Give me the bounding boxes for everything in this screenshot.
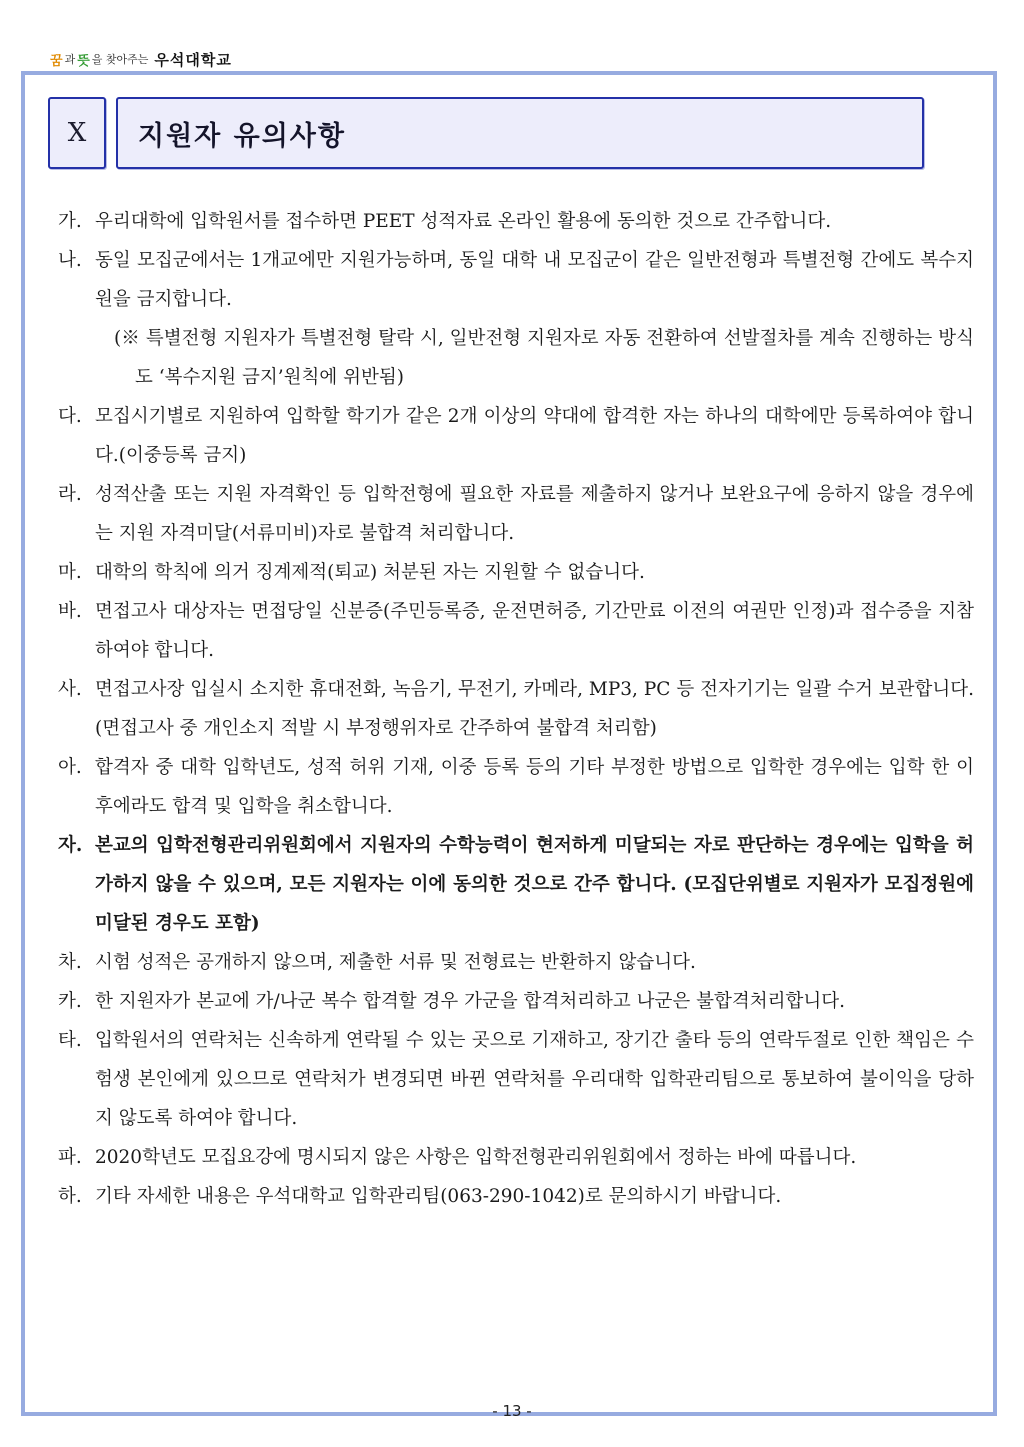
header-char-will: 뜻 <box>77 53 90 69</box>
header-char-dream: 꿈 <box>50 53 63 69</box>
item-marker: 하. <box>58 1186 82 1207</box>
header-text-1: 과 <box>64 53 76 66</box>
list-item <box>58 982 974 1021</box>
item-text: 시험 성적은 공개하지 않으며, 제출한 서류 및 전형료는 반환하지 않습니다. <box>95 952 696 973</box>
item-text: 본교의 입학전형관리위원회에서 지원자의 수학능력이 현저하게 미달되는 자로 판단하는 경우에는 입학을 허가하지 않을 수 있으며, 모든 지원자는 이에 동의한 것으로 간주 합니다. (모집단위별로 지원자가 모집정원에 미달된 경우도 포함) <box>95 835 974 934</box>
list-item <box>58 670 974 748</box>
school-name: 우석대학교 <box>154 50 232 69</box>
page-number: - 13 - <box>492 1402 532 1420</box>
item-text: 동일 모집군에서는 1개교에만 지원가능하며, 동일 대학 내 모집군이 같은 일반전형과 특별전형 간에도 복수지원을 금지합니다. <box>95 250 974 310</box>
item-text: 성적산출 또는 지원 자격확인 등 입학전형에 필요한 자료를 제출하지 않거나 보완요구에 응하지 않을 경우에는 지원 자격미달(서류미비)자로 불합격 처리합니다. <box>95 484 974 544</box>
item-text: 우리대학에 입학원서를 접수하면 PEET 성적자료 온라인 활용에 동의한 것으로 간주합니다. <box>95 211 832 232</box>
item-text: 합격자 중 대학 입학년도, 성적 허위 기재, 이중 등록 등의 기타 부정한 방법으로 입학한 경우에는 입학 한 이후에라도 합격 및 입학을 취소합니다. <box>95 757 974 817</box>
item-text: 한 지원자가 본교에 가/나군 복수 합격할 경우 가군을 합격처리하고 나군은 불합격처리합니다. <box>95 991 846 1012</box>
list-item <box>58 1177 974 1216</box>
list-item <box>58 1138 974 1177</box>
header-text-2: 을 찾아주는 <box>91 53 149 66</box>
notice-list <box>58 202 974 1216</box>
section-number: X <box>48 97 106 169</box>
list-item <box>58 1021 974 1138</box>
list-item <box>58 592 974 670</box>
item-marker: 아. <box>58 757 82 778</box>
item-text: 면접고사 대상자는 면접당일 신분증(주민등록증, 운전면허증, 기간만료 이전의 여권만 인정)과 접수증을 지참하여야 합니다. <box>95 601 974 661</box>
item-marker: 사. <box>58 679 82 700</box>
item-text: 2020학년도 모집요강에 명시되지 않은 사항은 입학전형관리위원회에서 정하는 바에 따릅니다. <box>95 1147 857 1168</box>
list-item <box>58 553 974 592</box>
list-item <box>58 241 974 319</box>
item-text: 면접고사장 입실시 소지한 휴대전화, 녹음기, 무전기, 카메라, MP3, PC 등 전자기기는 일괄 수거 보관합니다. (면접고사 중 개인소지 적발 시 부정행위자로 간주하여 불합격 처리함) <box>95 679 974 739</box>
item-marker: 차. <box>58 952 82 973</box>
item-marker: 타. <box>58 1030 82 1051</box>
item-marker: 파. <box>58 1147 82 1168</box>
item-marker: 라. <box>58 484 82 505</box>
item-marker: 나. <box>58 250 82 271</box>
item-text: 기타 자세한 내용은 우석대학교 입학관리팀(063-290-1042)로 문의하시기 바랍니다. <box>95 1186 782 1207</box>
list-item <box>58 397 974 475</box>
item-marker: 카. <box>58 991 82 1012</box>
list-item <box>58 475 974 553</box>
item-text: 모집시기별로 지원하여 입학할 학기가 같은 2개 이상의 약대에 합격한 자는 하나의 대학에만 등록하여야 합니다.(이중등록 금지) <box>95 406 974 466</box>
item-text: 대학의 학칙에 의거 징계제적(퇴교) 처분된 자는 지원할 수 없습니다. <box>95 562 645 583</box>
item-marker: 바. <box>58 601 82 622</box>
list-item <box>58 202 974 241</box>
list-item <box>58 943 974 982</box>
note-text: (※ 특별전형 지원자가 특별전형 탈락 시, 일반전형 지원자로 자동 전환하여 선발절차를 계속 진행하는 방식도 ‘복수지원 금지’원칙에 위반됨) <box>114 328 974 388</box>
section-title: 지원자 유의사항 <box>116 97 924 169</box>
item-marker: 자. <box>58 835 83 856</box>
item-marker: 다. <box>58 406 82 427</box>
item-text: 입학원서의 연락처는 신속하게 연락될 수 있는 곳으로 기재하고, 장기간 출타 등의 연락두절로 인한 책임은 수험생 본인에게 있으므로 연락처가 변경되면 바뀐 연락처를 우리대학 입학관리팀으로 통보하여 불이익을 당하지 않도록 하여야 합니다. <box>95 1030 974 1129</box>
item-marker: 마. <box>58 562 82 583</box>
item-marker: 가. <box>58 211 82 232</box>
list-item <box>58 748 974 826</box>
list-item-emphasis <box>58 826 974 943</box>
page-header <box>50 50 232 68</box>
note-block <box>58 319 974 397</box>
